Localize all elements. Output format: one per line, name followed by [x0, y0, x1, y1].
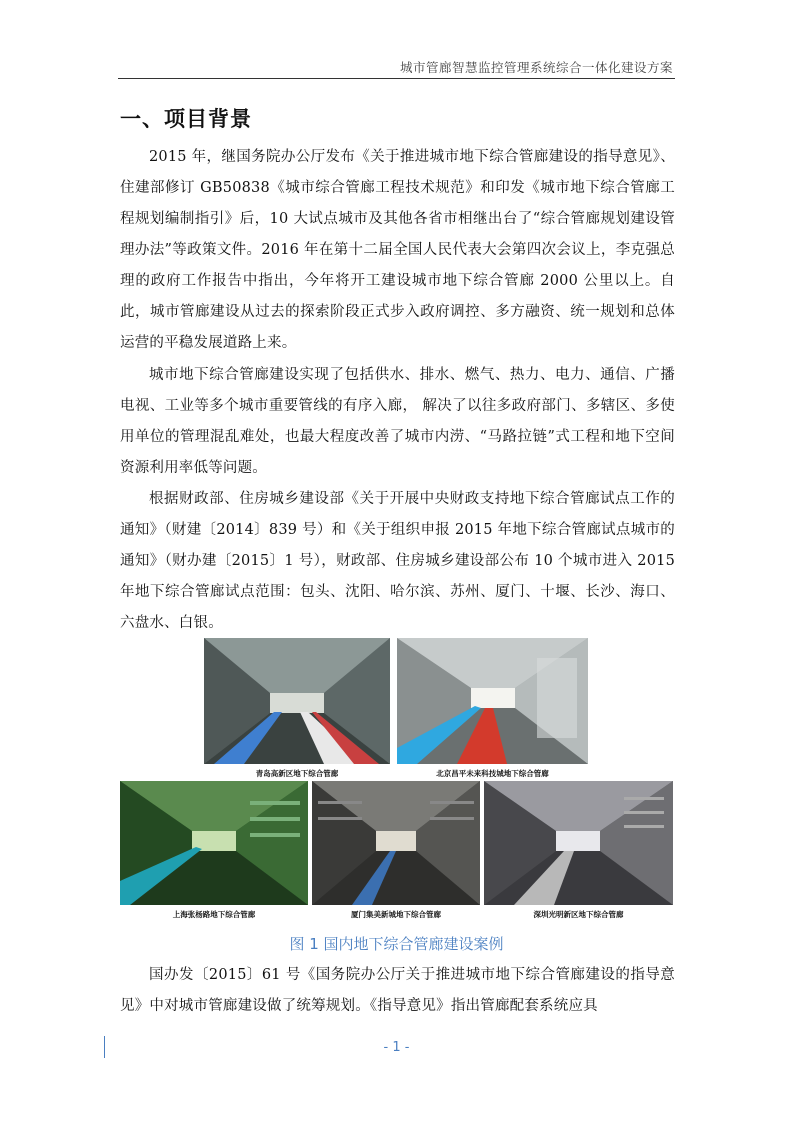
paragraph-guideline: 国办发〔2015〕61 号《国务院办公厅关于推进城市地下综合管廊建设的指导意见》中对城市管廊建设做了统筹规划。《指导意见》指出管廊配套系统应具 [120, 967, 675, 1014]
header-rule [118, 78, 675, 79]
paragraph-policy-background: 2015 年，继国务院办公厅发布《关于推进城市地下综合管廊建设的指导意见》、住建部修订 GB50838《城市综合管廊工程技术规范》和印发《城市地下综合管廊工程规划编制指引》后，10 大试点城市及其他各省市相继出台了“综合管廊规划建设管理办法”等政策文件。2016 年在第十二届全国人民代表大会第四次会议上，李克强总理的政府工作报告中指出，今年将开工建设城市地下综合管廊 2000 公里以上。自此，城市管廊建设从过去的探索阶段正式步入政府调控、多方融资、统一规划和总体运营的平稳发展道路上来。 [120, 149, 675, 351]
photo-qingdao-tunnel [204, 638, 390, 764]
photo-caption-shanghai: 上海张杨路地下综合管廊 [172, 910, 256, 919]
tunnel-photo-graphic [120, 781, 308, 905]
photo-caption-beijing: 北京昌平未来科技城地下综合管廊 [436, 769, 549, 778]
photo-beijing-tunnel [397, 638, 588, 764]
paragraph-pilot-cities: 根据财政部、住房城乡建设部《关于开展中央财政支持地下综合管廊试点工作的通知》（财建〔2014〕839 号）和《关于组织申报 2015 年地下综合管廊试点城市的通知》（财办建〔2015〕1 号），财政部、住房城乡建设部公布 10 个城市进入 2015 年地下综合管廊试点范围：包头、沈阳、哈尔滨、苏州、厦门、十堰、长沙、海口、六盘水、白银。 [120, 491, 675, 631]
photo-caption-shenzhen: 深圳光明新区地下综合管廊 [533, 910, 624, 919]
photo-caption-qingdao: 青岛高新区地下综合管廊 [255, 769, 339, 778]
photo-shenzhen-tunnel [484, 781, 673, 905]
tunnel-photo-graphic [397, 638, 588, 764]
tunnel-photo-graphic [312, 781, 480, 905]
section-title: 一、项目背景 [120, 107, 252, 131]
tunnel-photo-graphic [204, 638, 390, 764]
photo-shanghai-tunnel [120, 781, 308, 905]
page-number: - 1 - [383, 1040, 410, 1055]
figure-caption: 图 1 国内地下综合管廊建设案例 [289, 935, 504, 953]
photo-xiamen-tunnel [312, 781, 480, 905]
tunnel-photo-graphic [484, 781, 673, 905]
paragraph-pipeline-benefits: 城市地下综合管廊建设实现了包括供水、排水、燃气、热力、电力、通信、广播电视、工业等多个城市重要管线的有序入廊， 解决了以往多政府部门、多辖区、多使用单位的管理混乱难处，也最大程度改善了城市内涝、“马路拉链”式工程和地下空间资源利用率低等问题。 [120, 367, 675, 476]
photo-caption-xiamen: 厦门集美新城地下综合管廊 [351, 910, 441, 919]
running-header: 城市管廊智慧监控管理系统综合一体化建设方案 [399, 60, 673, 75]
